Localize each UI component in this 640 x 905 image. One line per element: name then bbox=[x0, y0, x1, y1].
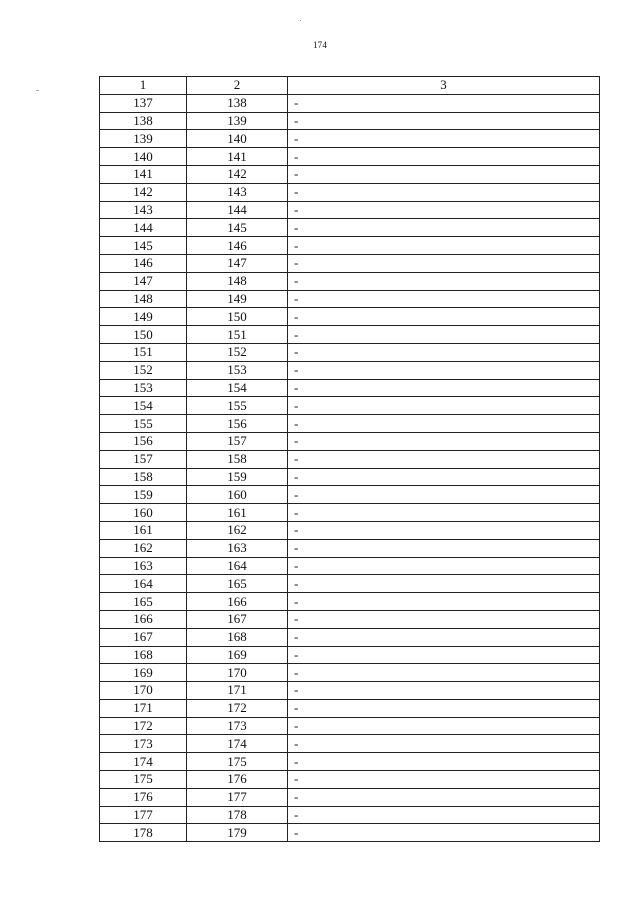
table-cell-col-2: 169 bbox=[187, 646, 288, 664]
table-cell-col-2: 153 bbox=[187, 361, 288, 379]
table-header bbox=[100, 77, 600, 95]
table-cell-col-3: - bbox=[288, 788, 600, 806]
table-row bbox=[100, 415, 600, 433]
table-cell-col-3: - bbox=[288, 735, 600, 753]
table-cell-col-2: 166 bbox=[187, 593, 288, 611]
table-cell-col-1: 137 bbox=[100, 94, 187, 112]
table-cell-col-3: - bbox=[288, 432, 600, 450]
table-cell-col-1: 141 bbox=[100, 165, 187, 183]
table-cell-col-1: 173 bbox=[100, 735, 187, 753]
table-cell-col-3: - bbox=[288, 450, 600, 468]
table-cell-col-2: 177 bbox=[187, 788, 288, 806]
table-cell-col-3: - bbox=[288, 628, 600, 646]
table-cell-col-2: 160 bbox=[187, 486, 288, 504]
table-cell-col-1: 144 bbox=[100, 219, 187, 237]
table-cell-col-3: - bbox=[288, 504, 600, 522]
table-row bbox=[100, 219, 600, 237]
table-row bbox=[100, 397, 600, 415]
table-cell-col-3: - bbox=[288, 539, 600, 557]
table-cell-col-1: 148 bbox=[100, 290, 187, 308]
table-row bbox=[100, 788, 600, 806]
table-cell-col-2: 141 bbox=[187, 148, 288, 166]
table-cell-col-3: - bbox=[288, 557, 600, 575]
table-cell-col-1: 176 bbox=[100, 788, 187, 806]
table-cell-col-3: - bbox=[288, 575, 600, 593]
table-cell-col-3: - bbox=[288, 343, 600, 361]
table-row bbox=[100, 521, 600, 539]
table-cell-col-1: 178 bbox=[100, 824, 187, 842]
table-row bbox=[100, 682, 600, 700]
table-cell-col-2: 159 bbox=[187, 468, 288, 486]
table-row bbox=[100, 486, 600, 504]
table-cell-col-1: 158 bbox=[100, 468, 187, 486]
table-cell-col-1: 154 bbox=[100, 397, 187, 415]
table-cell-col-1: 143 bbox=[100, 201, 187, 219]
table-row bbox=[100, 628, 600, 646]
table-row bbox=[100, 343, 600, 361]
table-cell-col-1: 168 bbox=[100, 646, 187, 664]
table-cell-col-1: 174 bbox=[100, 753, 187, 771]
table-cell-col-2: 170 bbox=[187, 664, 288, 682]
table-cell-col-2: 143 bbox=[187, 183, 288, 201]
table-cell-col-1: 164 bbox=[100, 575, 187, 593]
table-cell-col-3: - bbox=[288, 183, 600, 201]
table-cell-col-2: 162 bbox=[187, 521, 288, 539]
table-cell-col-2: 179 bbox=[187, 824, 288, 842]
table-row bbox=[100, 610, 600, 628]
table-cell-col-3: - bbox=[288, 148, 600, 166]
table-cell-col-3: - bbox=[288, 593, 600, 611]
table-cell-col-1: 175 bbox=[100, 771, 187, 789]
table-cell-col-1: 146 bbox=[100, 254, 187, 272]
table-row bbox=[100, 735, 600, 753]
table-row bbox=[100, 237, 600, 255]
table-cell-col-2: 145 bbox=[187, 219, 288, 237]
table-cell-col-1: 140 bbox=[100, 148, 187, 166]
table-cell-col-1: 159 bbox=[100, 486, 187, 504]
table-row bbox=[100, 148, 600, 166]
table-cell-col-1: 139 bbox=[100, 130, 187, 148]
table-cell-col-1: 150 bbox=[100, 326, 187, 344]
table-row bbox=[100, 130, 600, 148]
table-row bbox=[100, 272, 600, 290]
table-cell-col-3: - bbox=[288, 112, 600, 130]
table-row bbox=[100, 753, 600, 771]
table-cell-col-1: 157 bbox=[100, 450, 187, 468]
table-cell-col-1: 165 bbox=[100, 593, 187, 611]
table-cell-col-1: 162 bbox=[100, 539, 187, 557]
table-row bbox=[100, 361, 600, 379]
table-cell-col-3: - bbox=[288, 272, 600, 290]
table-cell-col-3: - bbox=[288, 646, 600, 664]
table-cell-col-1: 152 bbox=[100, 361, 187, 379]
table-cell-col-2: 161 bbox=[187, 504, 288, 522]
table-cell-col-2: 152 bbox=[187, 343, 288, 361]
table-cell-col-3: - bbox=[288, 237, 600, 255]
table-row bbox=[100, 646, 600, 664]
table-row bbox=[100, 806, 600, 824]
table-cell-col-1: 147 bbox=[100, 272, 187, 290]
table-cell-col-3: - bbox=[288, 361, 600, 379]
table-row bbox=[100, 254, 600, 272]
table-cell-col-2: 149 bbox=[187, 290, 288, 308]
table-cell-col-2: 171 bbox=[187, 682, 288, 700]
table-row bbox=[100, 308, 600, 326]
header-row bbox=[100, 77, 600, 95]
table-row bbox=[100, 557, 600, 575]
table-cell-col-2: 178 bbox=[187, 806, 288, 824]
table-cell-col-2: 158 bbox=[187, 450, 288, 468]
table-cell-col-2: 168 bbox=[187, 628, 288, 646]
table-row bbox=[100, 504, 600, 522]
table-cell-col-1: 142 bbox=[100, 183, 187, 201]
table-cell-col-1: 156 bbox=[100, 432, 187, 450]
table-cell-col-2: 139 bbox=[187, 112, 288, 130]
table-cell-col-2: 138 bbox=[187, 94, 288, 112]
table-cell-col-1: 155 bbox=[100, 415, 187, 433]
table-row bbox=[100, 468, 600, 486]
table-row bbox=[100, 201, 600, 219]
column-header-1: 1 bbox=[100, 77, 187, 95]
table-row bbox=[100, 717, 600, 735]
table-row bbox=[100, 664, 600, 682]
table-row bbox=[100, 183, 600, 201]
table-row bbox=[100, 450, 600, 468]
table-cell-col-2: 167 bbox=[187, 610, 288, 628]
table-cell-col-3: - bbox=[288, 486, 600, 504]
table-cell-col-2: 165 bbox=[187, 575, 288, 593]
table-cell-col-3: - bbox=[288, 379, 600, 397]
table-cell-col-3: - bbox=[288, 699, 600, 717]
table-row bbox=[100, 112, 600, 130]
table-row bbox=[100, 824, 600, 842]
table-cell-col-2: 157 bbox=[187, 432, 288, 450]
table-cell-col-3: - bbox=[288, 94, 600, 112]
table-cell-col-2: 172 bbox=[187, 699, 288, 717]
table-body bbox=[100, 94, 600, 841]
table-cell-col-1: 161 bbox=[100, 521, 187, 539]
table-row bbox=[100, 575, 600, 593]
table-cell-col-3: - bbox=[288, 219, 600, 237]
table-cell-col-3: - bbox=[288, 415, 600, 433]
scan-dot bbox=[300, 20, 301, 21]
table-row bbox=[100, 593, 600, 611]
data-table bbox=[99, 76, 600, 842]
table-cell-col-3: - bbox=[288, 771, 600, 789]
table-cell-col-1: 160 bbox=[100, 504, 187, 522]
table-cell-col-2: 148 bbox=[187, 272, 288, 290]
table-cell-col-3: - bbox=[288, 806, 600, 824]
table-cell-col-3: - bbox=[288, 753, 600, 771]
page-number: 174 bbox=[312, 40, 328, 50]
table-cell-col-3: - bbox=[288, 254, 600, 272]
table-cell-col-1: 167 bbox=[100, 628, 187, 646]
table-cell-col-1: 166 bbox=[100, 610, 187, 628]
table-cell-col-3: - bbox=[288, 521, 600, 539]
table-cell-col-1: 153 bbox=[100, 379, 187, 397]
table-cell-col-3: - bbox=[288, 824, 600, 842]
table-cell-col-1: 145 bbox=[100, 237, 187, 255]
table-cell-col-2: 175 bbox=[187, 753, 288, 771]
footer-cutoff-text bbox=[180, 897, 540, 905]
table-cell-col-2: 142 bbox=[187, 165, 288, 183]
table-cell-col-1: 163 bbox=[100, 557, 187, 575]
table-cell-col-1: 169 bbox=[100, 664, 187, 682]
table-cell-col-3: - bbox=[288, 610, 600, 628]
table-cell-col-2: 173 bbox=[187, 717, 288, 735]
margin-mark bbox=[36, 90, 39, 91]
table-row bbox=[100, 94, 600, 112]
table-cell-col-1: 170 bbox=[100, 682, 187, 700]
table-cell-col-2: 146 bbox=[187, 237, 288, 255]
table-cell-col-1: 138 bbox=[100, 112, 187, 130]
table-cell-col-2: 164 bbox=[187, 557, 288, 575]
table-cell-col-2: 147 bbox=[187, 254, 288, 272]
table-cell-col-3: - bbox=[288, 326, 600, 344]
table-row bbox=[100, 290, 600, 308]
column-header-3: 3 bbox=[288, 77, 600, 95]
table-cell-col-3: - bbox=[288, 165, 600, 183]
table-cell-col-3: - bbox=[288, 682, 600, 700]
table-cell-col-2: 156 bbox=[187, 415, 288, 433]
table-cell-col-3: - bbox=[288, 308, 600, 326]
table-row bbox=[100, 699, 600, 717]
data-table-container bbox=[99, 76, 599, 842]
table-cell-col-3: - bbox=[288, 201, 600, 219]
table-cell-col-1: 177 bbox=[100, 806, 187, 824]
table-cell-col-2: 140 bbox=[187, 130, 288, 148]
table-cell-col-3: - bbox=[288, 468, 600, 486]
table-cell-col-2: 150 bbox=[187, 308, 288, 326]
table-cell-col-3: - bbox=[288, 717, 600, 735]
table-cell-col-3: - bbox=[288, 130, 600, 148]
table-row bbox=[100, 379, 600, 397]
table-cell-col-1: 151 bbox=[100, 343, 187, 361]
table-row bbox=[100, 432, 600, 450]
table-cell-col-2: 155 bbox=[187, 397, 288, 415]
table-row bbox=[100, 165, 600, 183]
table-cell-col-1: 149 bbox=[100, 308, 187, 326]
table-cell-col-2: 144 bbox=[187, 201, 288, 219]
column-header-2: 2 bbox=[187, 77, 288, 95]
table-row bbox=[100, 771, 600, 789]
table-cell-col-2: 176 bbox=[187, 771, 288, 789]
table-cell-col-1: 171 bbox=[100, 699, 187, 717]
table-row bbox=[100, 326, 600, 344]
table-cell-col-2: 163 bbox=[187, 539, 288, 557]
table-cell-col-3: - bbox=[288, 290, 600, 308]
table-cell-col-1: 172 bbox=[100, 717, 187, 735]
table-row bbox=[100, 539, 600, 557]
table-cell-col-2: 174 bbox=[187, 735, 288, 753]
table-cell-col-3: - bbox=[288, 664, 600, 682]
table-cell-col-2: 154 bbox=[187, 379, 288, 397]
table-cell-col-3: - bbox=[288, 397, 600, 415]
table-cell-col-2: 151 bbox=[187, 326, 288, 344]
